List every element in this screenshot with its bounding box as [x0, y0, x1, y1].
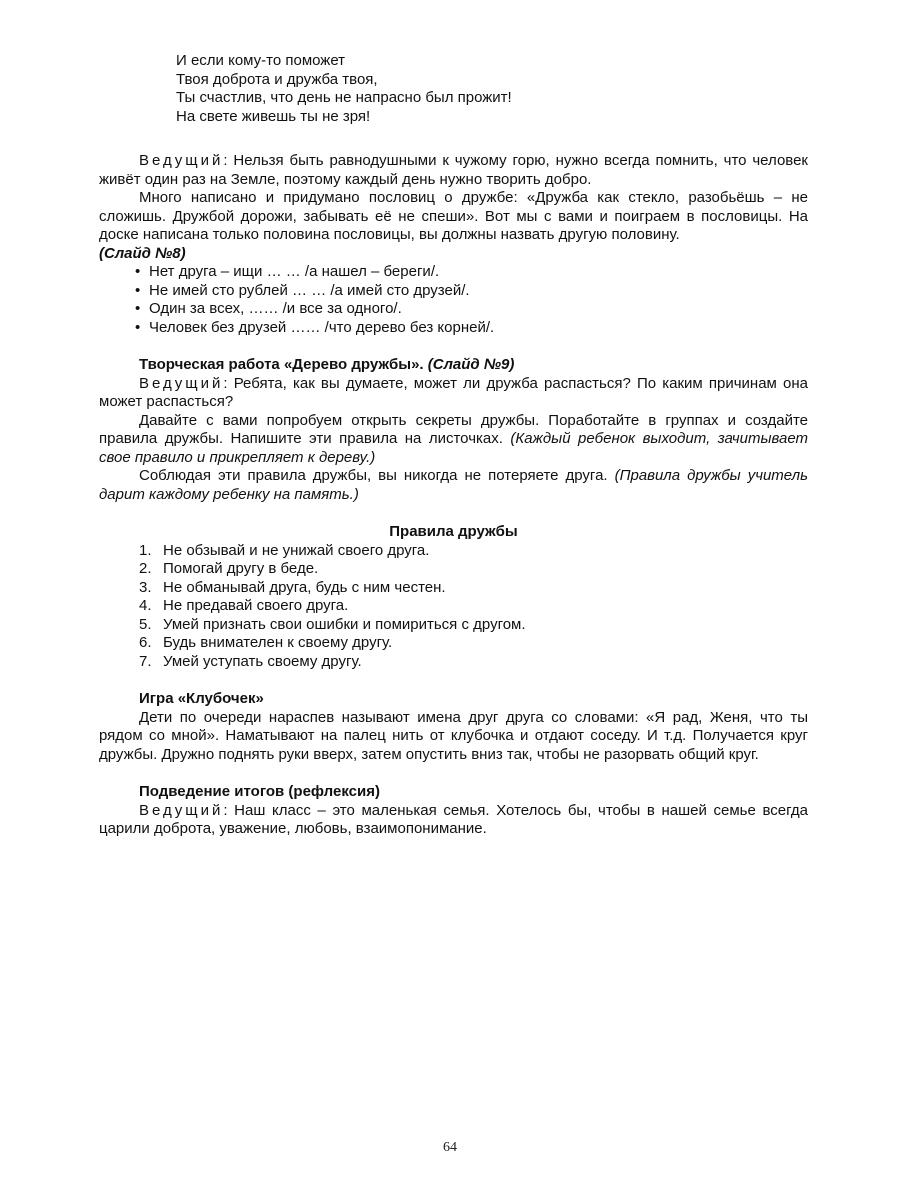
paragraph-secrets: [99, 412, 808, 468]
page-content: [99, 52, 808, 839]
game-heading: Игра «Клубочек»: [139, 690, 264, 707]
list-item-text: Умей уступать своему другу.: [163, 652, 362, 670]
list-item: [139, 579, 808, 598]
paragraph-text: : Ребята, как вы думаете, может ли дружба распасться? По каким причинам она может распасться?: [99, 374, 808, 410]
paragraph-text: : Наш класс – это маленькая семья. Хотелось бы, чтобы в нашей семье всегда царили доброта, уважение, любовь, взаимопонимание.: [99, 801, 808, 837]
rules-title: Правила дружбы: [389, 523, 518, 540]
poem-line: Твоя доброта и дружба твоя,: [176, 70, 378, 88]
list-item-number: 2.: [139, 560, 152, 577]
paragraph-text: Дети по очереди нараспев называют имена друг друга со словами: «Я рад, Женя, что ты рядом со мной». Наматывают на палец нить от клубочка и отдают соседу. И т.д. Получается круг дружбы. Дружно поднять руки вверх, затем опустить вниз так, чтобы не разорвать общий круг.: [99, 708, 808, 763]
list-item: [139, 597, 808, 616]
paragraph-italic-note: (Каждый ребенок выходит, зачитывает свое правило и прикрепляет к дереву.): [99, 430, 808, 466]
paragraph-host-speech-1: [99, 152, 808, 189]
paragraph-rules-gift: [99, 467, 808, 504]
list-item-text: Помогай другу в беде.: [163, 560, 319, 577]
list-item-text: Не обманывай друга, будь с ним честен.: [163, 578, 446, 596]
list-item: • Нет друга – ищи … … /а нашел – береги/.: [135, 263, 808, 282]
paragraph-game: [99, 709, 808, 765]
list-item: • Человек без друзей …… /что дерево без корней/.: [135, 319, 808, 338]
list-item-number: 4.: [139, 597, 152, 614]
rules-list: [139, 542, 808, 672]
slide-8-label: (Слайд №8): [99, 244, 186, 262]
list-item-number: 6.: [139, 634, 152, 651]
list-item-text: Не предавай своего друга.: [163, 597, 349, 614]
list-item: • Один за всех, …… /и все за одного/.: [135, 300, 808, 319]
list-item: [139, 634, 808, 653]
paragraph-text: Давайте с вами попробуем открыть секреты дружбы. Поработайте в группах и создайте правила дружбы. Напишите эти правила на листочках.: [99, 411, 808, 447]
list-item: • Не имей сто рублей … … /а имей сто друзей/.: [135, 282, 808, 301]
paragraph-text: : Нельзя быть равнодушными к чужому горю, нужно всегда помнить, что человек живёт один раз на Земле, поэтому каждый день нужно творить добро.: [99, 152, 808, 188]
list-item-text: Будь внимателен к своему другу.: [163, 634, 393, 651]
list-item-text: Умей признать свои ошибки и помириться с другом.: [163, 615, 526, 633]
paragraph-italic-note: (Правила дружбы учитель дарит каждому ребенку на память.): [99, 467, 808, 503]
list-item: [139, 542, 808, 561]
page-number: 64: [443, 1140, 457, 1155]
paragraph-host-speech-3: [99, 802, 808, 839]
poem: [176, 52, 808, 126]
creative-work-heading: [139, 356, 808, 375]
poem-line: Ты счастлив, что день не напрасно был прожит!: [176, 89, 512, 106]
list-item-text: Не обзывай и не унижай своего друга.: [163, 541, 430, 559]
paragraph-proverbs-intro: [99, 189, 808, 245]
paragraph-text: Много написано и придумано пословиц о дружбе: «Дружба как стекло, разобьёшь – не сложишь. Дружбой дорожи, забывать её не спеши». Вот мы с вами и поиграем в пословицы. На доске написана только половина пословицы, вы должны назвать другую половину.: [99, 189, 808, 243]
paragraph-text: Соблюдая эти правила дружбы, вы никогда не потеряете друга.: [139, 467, 608, 484]
poem-line: И если кому-то поможет: [176, 52, 346, 69]
paragraph-host-speech-2: [99, 375, 808, 412]
list-item-number: 1.: [139, 541, 152, 559]
speaker-label: Ведущий: [139, 152, 224, 169]
speaker-label: Ведущий: [139, 374, 224, 392]
speaker-label: Ведущий: [139, 801, 224, 819]
poem-line: На свете живешь ты не зря!: [176, 107, 371, 125]
slide-9-label: (Слайд №9): [427, 356, 515, 373]
list-item: [139, 560, 808, 579]
list-item-number: 3.: [139, 578, 152, 596]
list-item: [139, 616, 808, 635]
proverbs-list: [135, 263, 808, 337]
list-item: [139, 653, 808, 672]
heading-text: Творческая работа «Дерево дружбы».: [139, 356, 424, 373]
summary-heading: Подведение итогов (рефлексия): [139, 783, 380, 800]
list-item-number: 5.: [139, 615, 152, 633]
list-item-number: 7.: [139, 652, 152, 670]
